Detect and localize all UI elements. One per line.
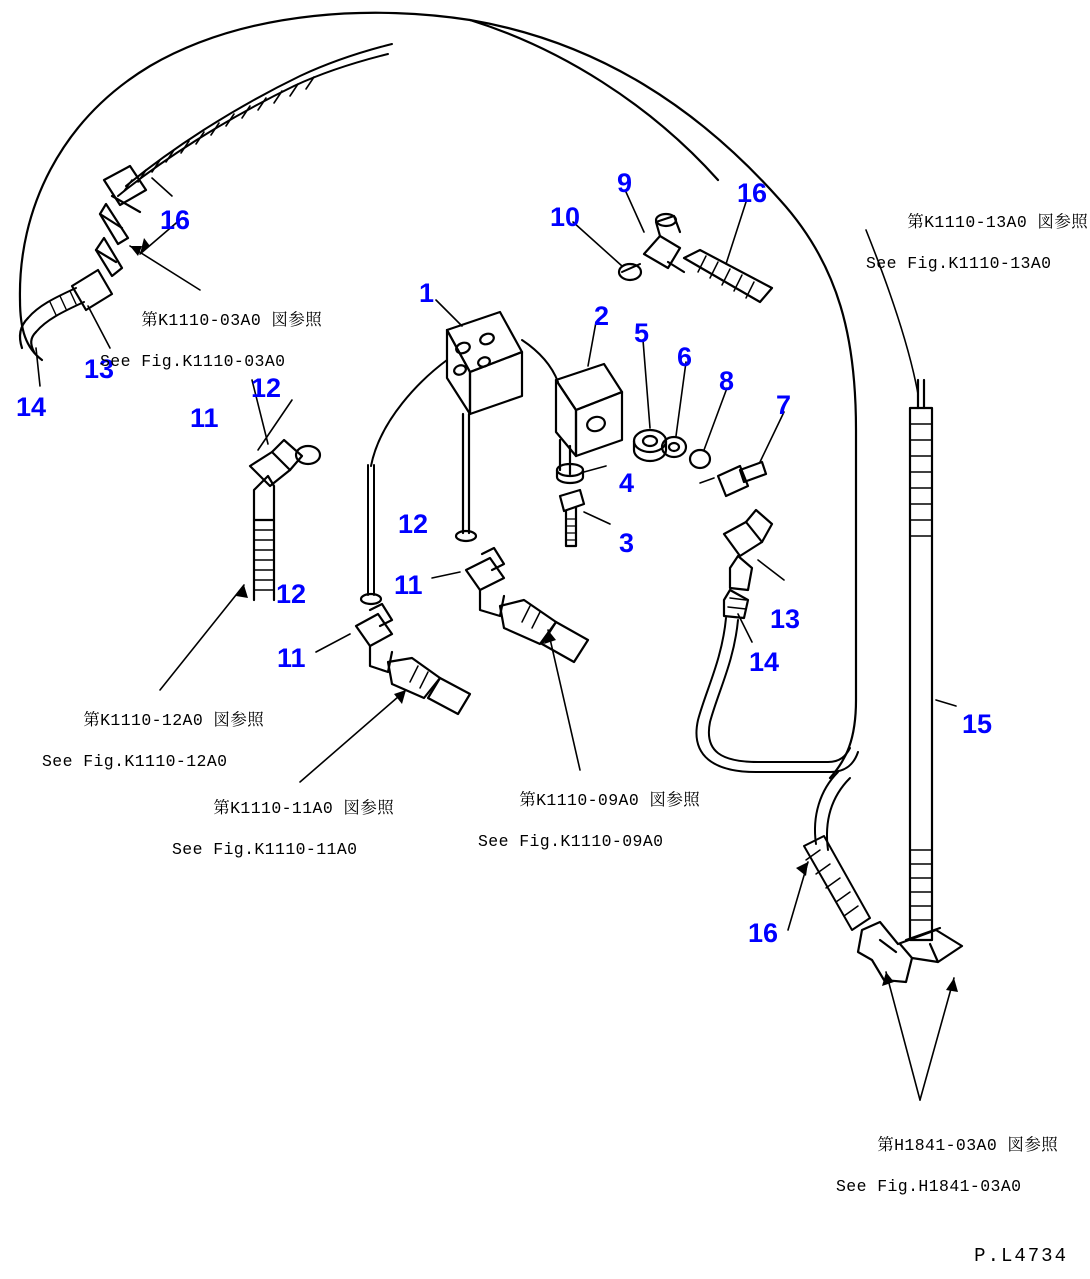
reference-note-k1110-03a0 — [100, 290, 322, 414]
reference-jp: 第K1110-11A0 図参照 — [213, 798, 395, 818]
callout-5-nut: 5 — [634, 318, 650, 348]
reference-note-k1110-13a0 — [866, 192, 1088, 316]
reference-note-k1110-11a0 — [172, 778, 394, 902]
drawing-code: P.L4734 — [974, 1245, 1068, 1267]
reference-jp: 第K1110-12A0 図参照 — [83, 710, 265, 730]
reference-note-k1110-09a0 — [478, 770, 700, 894]
callout-13-right: 13 — [770, 604, 801, 634]
callout-11-center: 11 — [394, 570, 423, 600]
callout-13-left: 13 — [84, 354, 115, 384]
reference-note-h1841-03a0 — [836, 1115, 1058, 1239]
callout-16-top-right: 16 — [737, 178, 768, 208]
callout-11-upper-left: 11 — [190, 403, 219, 433]
reference-en: See Fig.K1110-12A0 — [42, 751, 228, 771]
callout-3-bolt: 3 — [619, 528, 635, 558]
callout-12-center: 12 — [398, 509, 429, 539]
callout-1-valve-block: 1 — [419, 278, 435, 308]
reference-jp: 第K1110-13A0 図参照 — [907, 212, 1089, 232]
callout-14-right: 14 — [749, 647, 780, 677]
callout-7-bolt: 7 — [776, 390, 792, 420]
callout-14-left: 14 — [16, 392, 47, 422]
reference-en: See Fig.H1841-03A0 — [836, 1176, 1022, 1196]
callout-10-oring: 10 — [550, 202, 581, 232]
callout-9-elbow: 9 — [617, 168, 633, 198]
reference-en: See Fig.K1110-13A0 — [866, 253, 1052, 273]
reference-en: See Fig.K1110-03A0 — [100, 351, 286, 371]
reference-jp: 第K1110-03A0 図参照 — [141, 310, 323, 330]
callout-4-washer: 4 — [619, 468, 635, 498]
callout-11-lower-left: 11 — [277, 643, 306, 673]
callout-2-bracket: 2 — [594, 301, 610, 331]
callout-12-lower-left: 12 — [276, 579, 307, 609]
reference-en: See Fig.K1110-11A0 — [172, 839, 358, 859]
callout-6-washer: 6 — [677, 342, 693, 372]
reference-jp: 第K1110-09A0 図参照 — [519, 790, 701, 810]
callout-12-upper-left: 12 — [251, 373, 282, 403]
callout-16-bottom: 16 — [748, 918, 779, 948]
callout-16-top-left: 16 — [160, 205, 191, 235]
reference-jp: 第H1841-03A0 図参照 — [877, 1135, 1059, 1155]
reference-en: See Fig.K1110-09A0 — [478, 831, 664, 851]
callout-8-oring: 8 — [719, 366, 735, 396]
callout-15-rod: 15 — [962, 709, 993, 739]
